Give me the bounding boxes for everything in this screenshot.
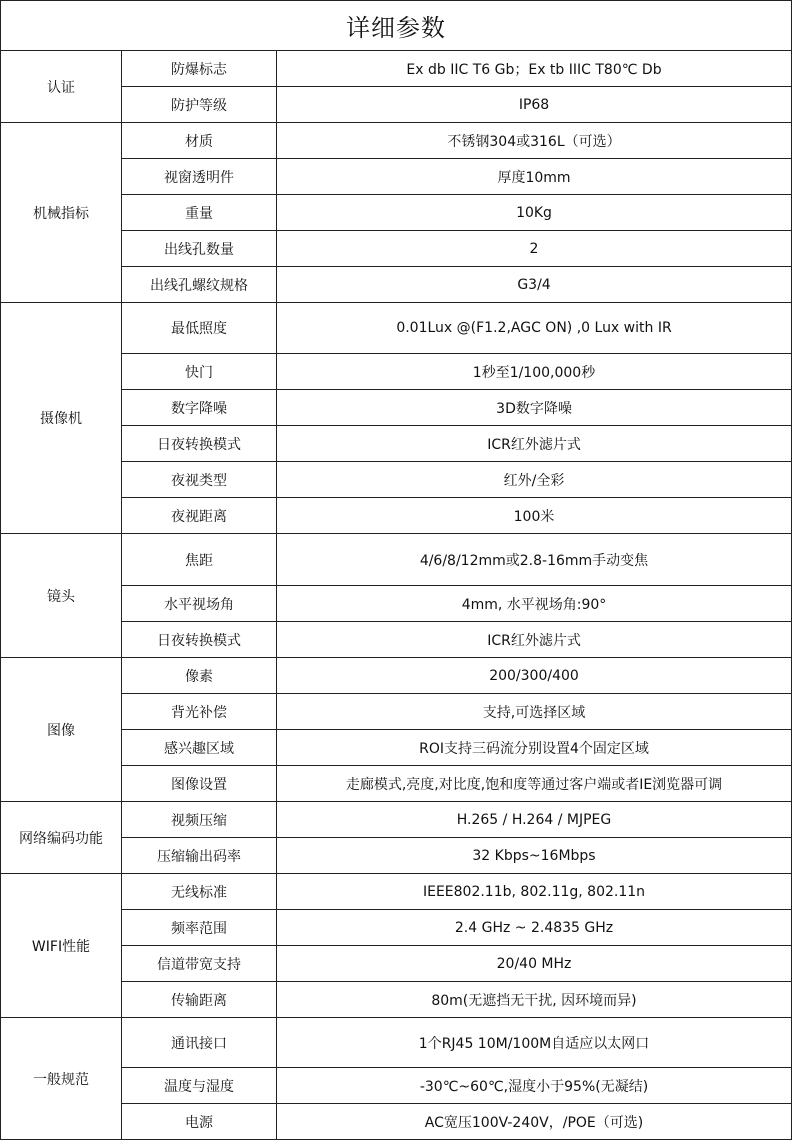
category-mechanical: 机械指标: [1, 123, 122, 303]
category-cert: 认证: [1, 51, 122, 123]
param-value: 3D数字降噪: [277, 390, 792, 426]
category-general: 一般规范: [1, 1018, 122, 1140]
param-value: 红外/全彩: [277, 462, 792, 498]
param-value: 2.4 GHz ~ 2.4835 GHz: [277, 910, 792, 946]
table-row: [1, 658, 792, 694]
param-label: 材质: [122, 123, 277, 159]
param-label: 视窗透明件: [122, 159, 277, 195]
param-label: 背光补偿: [122, 694, 277, 730]
page-title: 详细参数: [1, 1, 792, 51]
table-row: [1, 123, 792, 159]
param-label: 重量: [122, 195, 277, 231]
category-lens: 镜头: [1, 534, 122, 658]
category-image: 图像: [1, 658, 122, 802]
param-value: 10Kg: [277, 195, 792, 231]
param-value: 32 Kbps~16Mbps: [277, 838, 792, 874]
category-encoding: 网络编码功能: [1, 802, 122, 874]
param-value: 走廊模式,亮度,对比度,饱和度等通过客户端或者IE浏览器可调: [277, 766, 792, 802]
param-label: 无线标准: [122, 874, 277, 910]
param-label: 出线孔数量: [122, 231, 277, 267]
param-label: 最低照度: [122, 303, 277, 354]
param-label: 出线孔螺纹规格: [122, 267, 277, 303]
param-label: 图像设置: [122, 766, 277, 802]
param-label: 信道带宽支持: [122, 946, 277, 982]
param-label: 防护等级: [122, 87, 277, 123]
table-row: [1, 1018, 792, 1068]
param-value: -30℃~60℃,湿度小于95%(无凝结): [277, 1068, 792, 1104]
param-label: 夜视距离: [122, 498, 277, 534]
param-value: 200/300/400: [277, 658, 792, 694]
param-label: 感兴趣区域: [122, 730, 277, 766]
category-wifi: WIFI性能: [1, 874, 122, 1018]
param-label: 视频压缩: [122, 802, 277, 838]
param-value: AC宽压100V-240V，/POE（可选): [277, 1104, 792, 1140]
param-label: 频率范围: [122, 910, 277, 946]
param-value: 100米: [277, 498, 792, 534]
table-row: [1, 51, 792, 87]
param-value: IP68: [277, 87, 792, 123]
param-value: 厚度10mm: [277, 159, 792, 195]
param-value: 20/40 MHz: [277, 946, 792, 982]
category-camera: 摄像机: [1, 303, 122, 534]
param-value: 不锈钢304或316L（可选）: [277, 123, 792, 159]
param-value: ICR红外滤片式: [277, 622, 792, 658]
param-value: ICR红外滤片式: [277, 426, 792, 462]
param-label: 传输距离: [122, 982, 277, 1018]
param-value: 80m(无遮挡无干扰, 因环境而异): [277, 982, 792, 1018]
param-label: 数字降噪: [122, 390, 277, 426]
param-label: 压缩输出码率: [122, 838, 277, 874]
param-label: 焦距: [122, 534, 277, 586]
param-value: 1秒至1/100,000秒: [277, 354, 792, 390]
param-value: ROI支持三码流分别设置4个固定区域: [277, 730, 792, 766]
param-value: 1个RJ45 10M/100M自适应以太网口: [277, 1018, 792, 1068]
param-label: 水平视场角: [122, 586, 277, 622]
param-label: 通讯接口: [122, 1018, 277, 1068]
table-row: [1, 303, 792, 354]
param-value: IEEE802.11b, 802.11g, 802.11n: [277, 874, 792, 910]
param-label: 夜视类型: [122, 462, 277, 498]
param-label: 温度与湿度: [122, 1068, 277, 1104]
param-value: G3/4: [277, 267, 792, 303]
param-label: 电源: [122, 1104, 277, 1140]
param-value: 4mm, 水平视场角:90°: [277, 586, 792, 622]
param-value: 4/6/8/12mm或2.8-16mm手动变焦: [277, 534, 792, 586]
table-row: [1, 802, 792, 838]
param-value: H.265 / H.264 / MJPEG: [277, 802, 792, 838]
param-value: 0.01Lux @(F1.2,AGC ON) ,0 Lux with IR: [277, 303, 792, 354]
param-label: 快门: [122, 354, 277, 390]
table-row: [1, 874, 792, 910]
param-label: 日夜转换模式: [122, 622, 277, 658]
table-row: [1, 534, 792, 586]
param-value: Ex db IIC T6 Gb；Ex tb IIIC T80℃ Db: [277, 51, 792, 87]
param-label: 防爆标志: [122, 51, 277, 87]
param-value: 2: [277, 231, 792, 267]
param-label: 像素: [122, 658, 277, 694]
param-label: 日夜转换模式: [122, 426, 277, 462]
param-value: 支持,可选择区域: [277, 694, 792, 730]
title-row: [1, 1, 792, 51]
